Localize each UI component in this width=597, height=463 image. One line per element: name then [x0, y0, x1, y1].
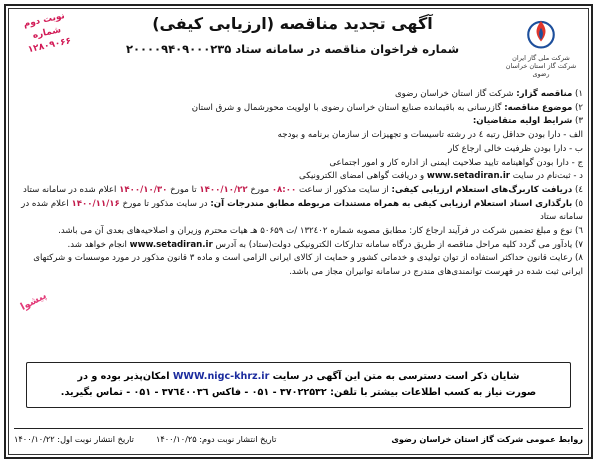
upload-deadline: ۱۴۰۰/۱۱/۱۶ — [71, 198, 120, 209]
condition-c: ج - دارا بودن گواهینامه تایید صلاحیت ایمنی از اداره کار و امور اجتماعی — [329, 157, 583, 168]
item-text: تا مورخ — [170, 184, 200, 195]
item-text: نوع و مبلغ تضمین شرکت در فرآیند ارجاع کار: مطابق مصوبه شماره ۱۳۲٤۰۲ /ت ۵۰۶۵۹ هـ هیات محترم وزیران و اصلاحیه‌های بعدی آن می باشد. — [58, 226, 573, 237]
item-text: رعایت قانون حداکثر استفاده از توان تولیدی و خدماتی کشور و حمایت از کالای ایرانی الزامی است و ماده ۳ قانون مذکور در مورد موسسات و شرکتهای ایرانی ثبت شده در فهرست توانمندی‌های مندرج در سامانه توانیران مجاز می باشد. — [33, 253, 583, 278]
ad-content — [12, 12, 585, 451]
stamp-number: شماره ۱۲۸۰۹۰۶۶ — [27, 25, 73, 56]
nigc-website-link[interactable]: WWW.nigc-khrz.ir — [172, 371, 270, 382]
item-number: ٦) — [575, 226, 583, 237]
side-stamp: پیشوا — [18, 290, 49, 313]
item-text: در سایت مذکور تا مورخ — [122, 198, 211, 209]
item-heading: مناقصه گزار: — [516, 89, 573, 99]
item-text: گازرسانی به باقیمانده صنایع استان خراسان رضوی با اولویت محورشمال و شرق استان — [191, 102, 505, 113]
item-4 — [14, 184, 583, 198]
item-number: ٥) — [575, 198, 583, 209]
stamp-edition: نوبت دوم — [22, 11, 66, 30]
item-heading: شرایط اولیه متقاضیان: — [472, 116, 573, 127]
info-text: امکان‌پذیر بوده و در — [77, 371, 170, 382]
item-number: ۱) — [575, 89, 583, 99]
item-number: ٧) — [575, 239, 583, 250]
item-text: انجام خواهد شد. — [67, 239, 130, 250]
item-heading: موضوع مناقصه: — [504, 102, 573, 113]
company-name: شرکت ملی گاز ایران — [512, 54, 570, 62]
date-second-publication: تاریخ انتشار نوبت دوم: ۱۴۰۰/۱۰/۲۵ — [155, 434, 277, 444]
item-6 — [14, 225, 583, 239]
item-text: یادآور می گردد کلیه مراحل مناقصه از طریق درگاه سامانه تدارکات الکترونیکی دولت(ستاد) به آدرس — [215, 239, 573, 250]
item-5 — [14, 198, 583, 225]
condition-a: الف - دارا بودن حداقل رتبه ٤ در رشته تاسیسات و تجهیزات از سازمان برنامه و بودجه — [277, 130, 583, 141]
info-text: شایان ذکر است دسترسی به متن این آگهی در سایت — [272, 371, 520, 382]
start-time: ۰۸:۰۰ — [271, 184, 297, 195]
condition-d-tail: و دریافت گواهی امضای الکترونیکی — [299, 171, 425, 182]
company-subname: شرکت گاز استان خراسان رضوی — [505, 62, 577, 78]
setadiran-link[interactable]: www.setadiran.ir — [426, 171, 511, 182]
ad-footer — [14, 428, 583, 449]
item-number: ٨) — [575, 253, 583, 264]
publisher: روابط عمومی شرکت گاز استان خراسان رضوی — [391, 434, 583, 444]
gas-flame-logo-icon — [524, 16, 558, 50]
item-heading: دریافت کاربرگ‌های استعلام ارزیابی کیفی: — [391, 184, 573, 195]
item-number: ۳) — [575, 116, 583, 127]
item-text: اعلام شده در سامانه ستاد — [21, 198, 583, 223]
setadiran-link[interactable]: www.setadiran.ir — [129, 239, 213, 250]
ad-subtitle: شماره فراخوان مناقصه در سامانه ستاد ۲۰۰۰۰۹۴۰۹۰۰۰۲۳۵ — [125, 42, 460, 56]
item-1 — [14, 88, 583, 102]
company-logo — [505, 16, 577, 78]
start-date: ۱۴۰۰/۱۰/۲۲ — [199, 184, 248, 195]
info-line-2: صورت نیاز به کسب اطلاعات بیشتر با تلفن: ۳۷۰۲۲۵۳۲ - ۰۵۱ - فاکس ۳۷٦٤۰۰۳٦ - ۰۵۱ - تماس بگیرید. — [60, 387, 537, 398]
date-first-publication: تاریخ انتشار نوبت اول: ۱۴۰۰/۱۰/۲۲ — [14, 434, 134, 444]
item-text: اعلام شده در سامانه ستاد — [23, 184, 120, 195]
item-2 — [14, 102, 583, 116]
ad-title: آگهی تجدید مناقصه (ارزیابی کیفی) — [152, 14, 433, 33]
contact-info-box — [26, 362, 571, 408]
item-8 — [14, 252, 583, 279]
item-text: مورخ — [250, 184, 272, 195]
item-number: ۲) — [575, 102, 583, 113]
item-heading: بارگذاری اسناد استعلام ارزیابی کیفی به همراه مستندات مربوطه مطابق مندرجات آن: — [210, 198, 573, 209]
item-text: از سایت مذکور از ساعت — [298, 184, 392, 195]
condition-b: ب - دارا بودن ظرفیت خالی ارجاع کار — [448, 143, 583, 154]
item-7 — [14, 239, 583, 253]
item-number: ٤) — [575, 184, 583, 195]
condition-d — [14, 170, 583, 184]
condition-d-text: د - ثبت‌نام در سایت — [512, 171, 583, 182]
end-date: ۱۴۰۰/۱۰/۳۰ — [119, 184, 168, 195]
item-text: شرکت گاز استان خراسان رضوی — [394, 89, 517, 99]
edition-stamp — [13, 8, 82, 59]
item-3 — [14, 115, 583, 129]
info-line-1 — [27, 369, 570, 385]
ad-body — [14, 88, 583, 280]
publish-dates — [14, 434, 276, 444]
